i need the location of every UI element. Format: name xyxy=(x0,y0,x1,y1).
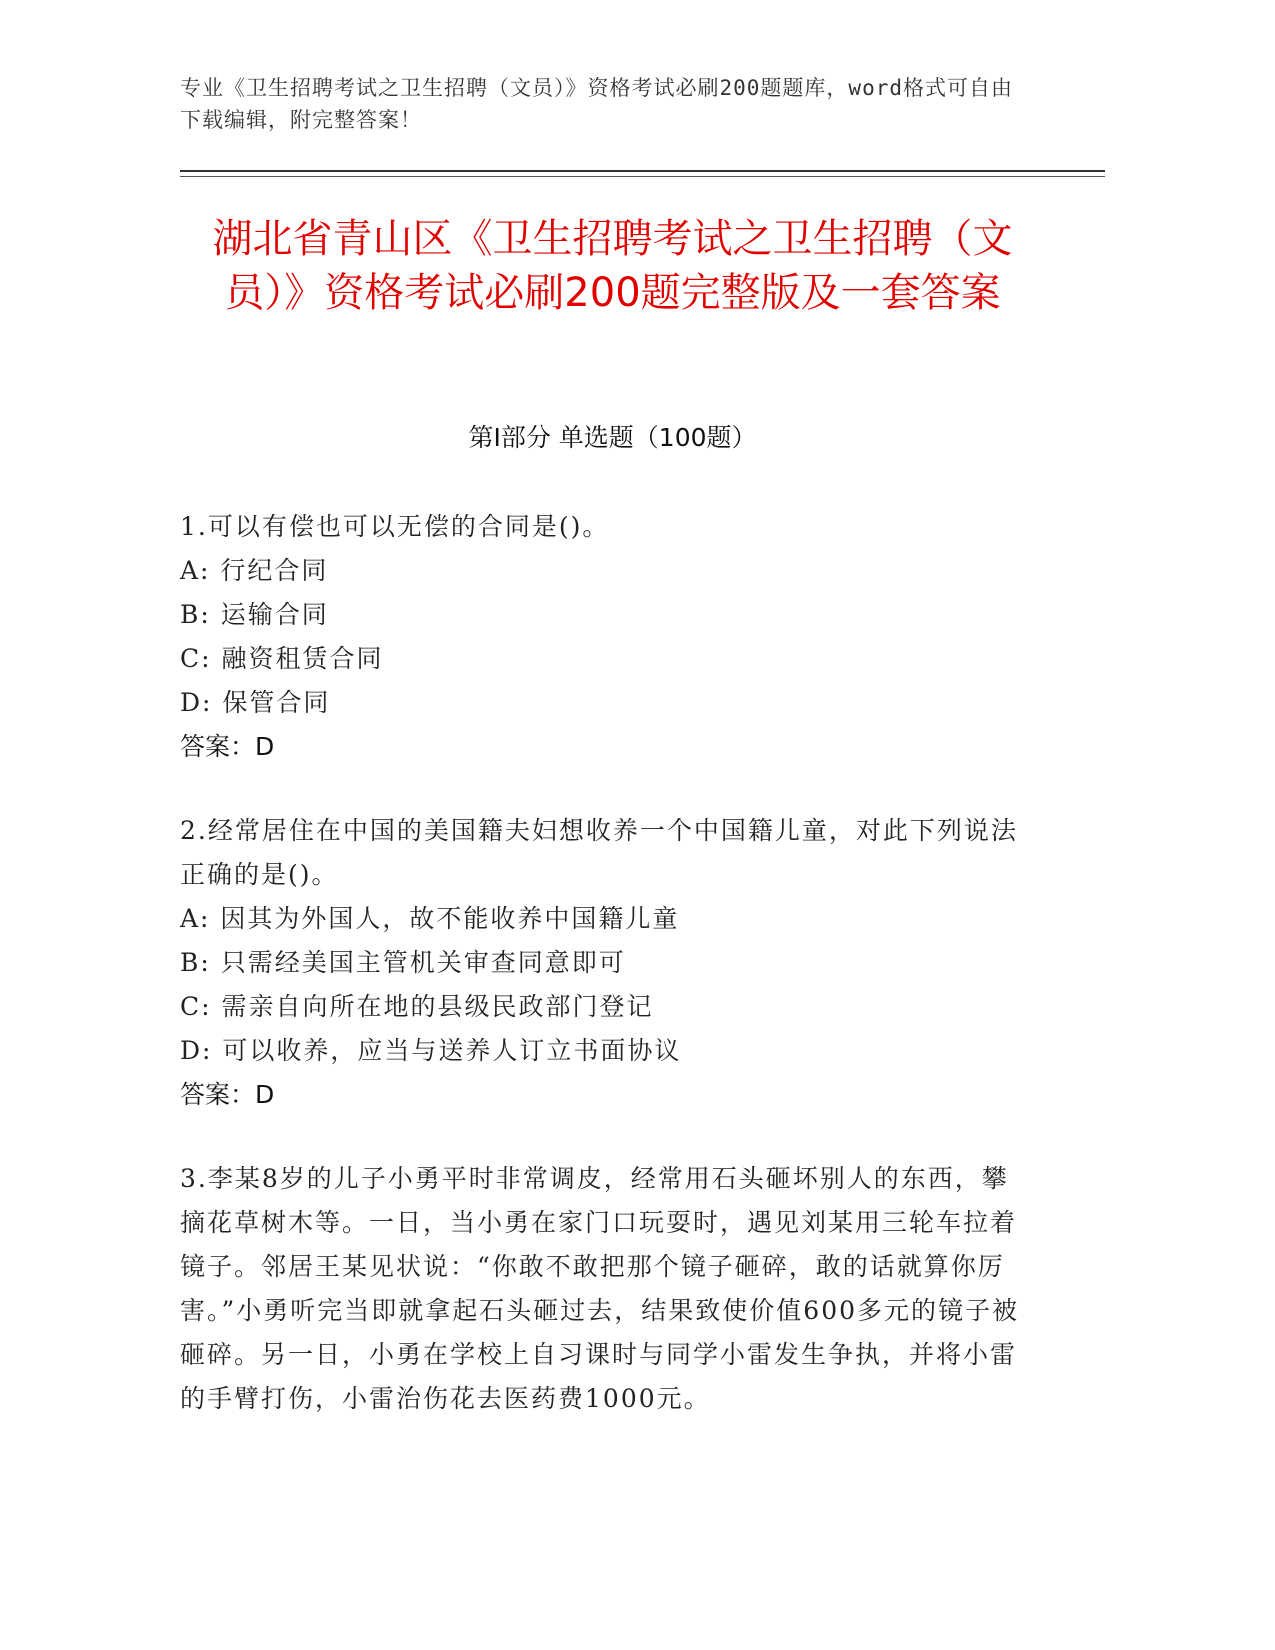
question-2 xyxy=(180,809,1020,1117)
option-b: B: 运输合同 xyxy=(180,600,329,629)
answer: 答案：D xyxy=(180,1080,275,1109)
section-title: 第I部分 单选题（100题） xyxy=(468,423,757,452)
option-c: C: 需亲自向所在地的县级民政部门登记 xyxy=(180,992,654,1021)
option-d: D: 可以收养，应当与送养人订立书面协议 xyxy=(180,1036,682,1065)
question-list xyxy=(180,505,1020,1461)
option-c: C: 融资租赁合同 xyxy=(180,644,384,673)
option-a: A: 因其为外国人，故不能收养中国籍儿童 xyxy=(180,904,680,933)
answer: 答案：D xyxy=(180,732,275,761)
option-d: D: 保管合同 xyxy=(180,688,331,717)
question-stem: 1.可以有偿也可以无偿的合同是()。 xyxy=(180,512,610,541)
question-stem: 3.李某8岁的儿子小勇平时非常调皮，经常用石头砸坏别人的东西，攀摘花草树木等。一日，当小勇在家门口玩耍时，遇见刘某用三轮车拉着镜子。邻居王某见状说：“你敢不敢把那个镜子砸碎，敢的话就算你厉害。”小勇听完当即就拿起石头砸过去，结果致使价值600多元的镜子被砸碎。另一日，小勇在学校上自习课时与同学小雷发生争执，并将小雷的手臂打伤，小雷治伤花去医药费1000元。 xyxy=(180,1164,1020,1413)
header-rule-thin xyxy=(180,176,1105,177)
option-a: A: 行纪合同 xyxy=(180,556,329,585)
question-1 xyxy=(180,505,1020,769)
option-b: B: 只需经美国主管机关审查同意即可 xyxy=(180,948,626,977)
header-note: 专业《卫生招聘考试之卫生招聘（文员）》资格考试必刷200题题库，word格式可自由下载编辑，附完整答案！ xyxy=(180,76,1013,132)
question-3 xyxy=(180,1157,1020,1421)
question-stem: 2.经常居住在中国的美国籍夫妇想收养一个中国籍儿童，对此下列说法正确的是()。 xyxy=(180,816,1018,889)
header-rule-thick xyxy=(180,170,1105,172)
document-title: 湖北省青山区《卫生招聘考试之卫生招聘（文员）》资格考试必刷200题完整版及一套答案 xyxy=(212,216,1013,316)
